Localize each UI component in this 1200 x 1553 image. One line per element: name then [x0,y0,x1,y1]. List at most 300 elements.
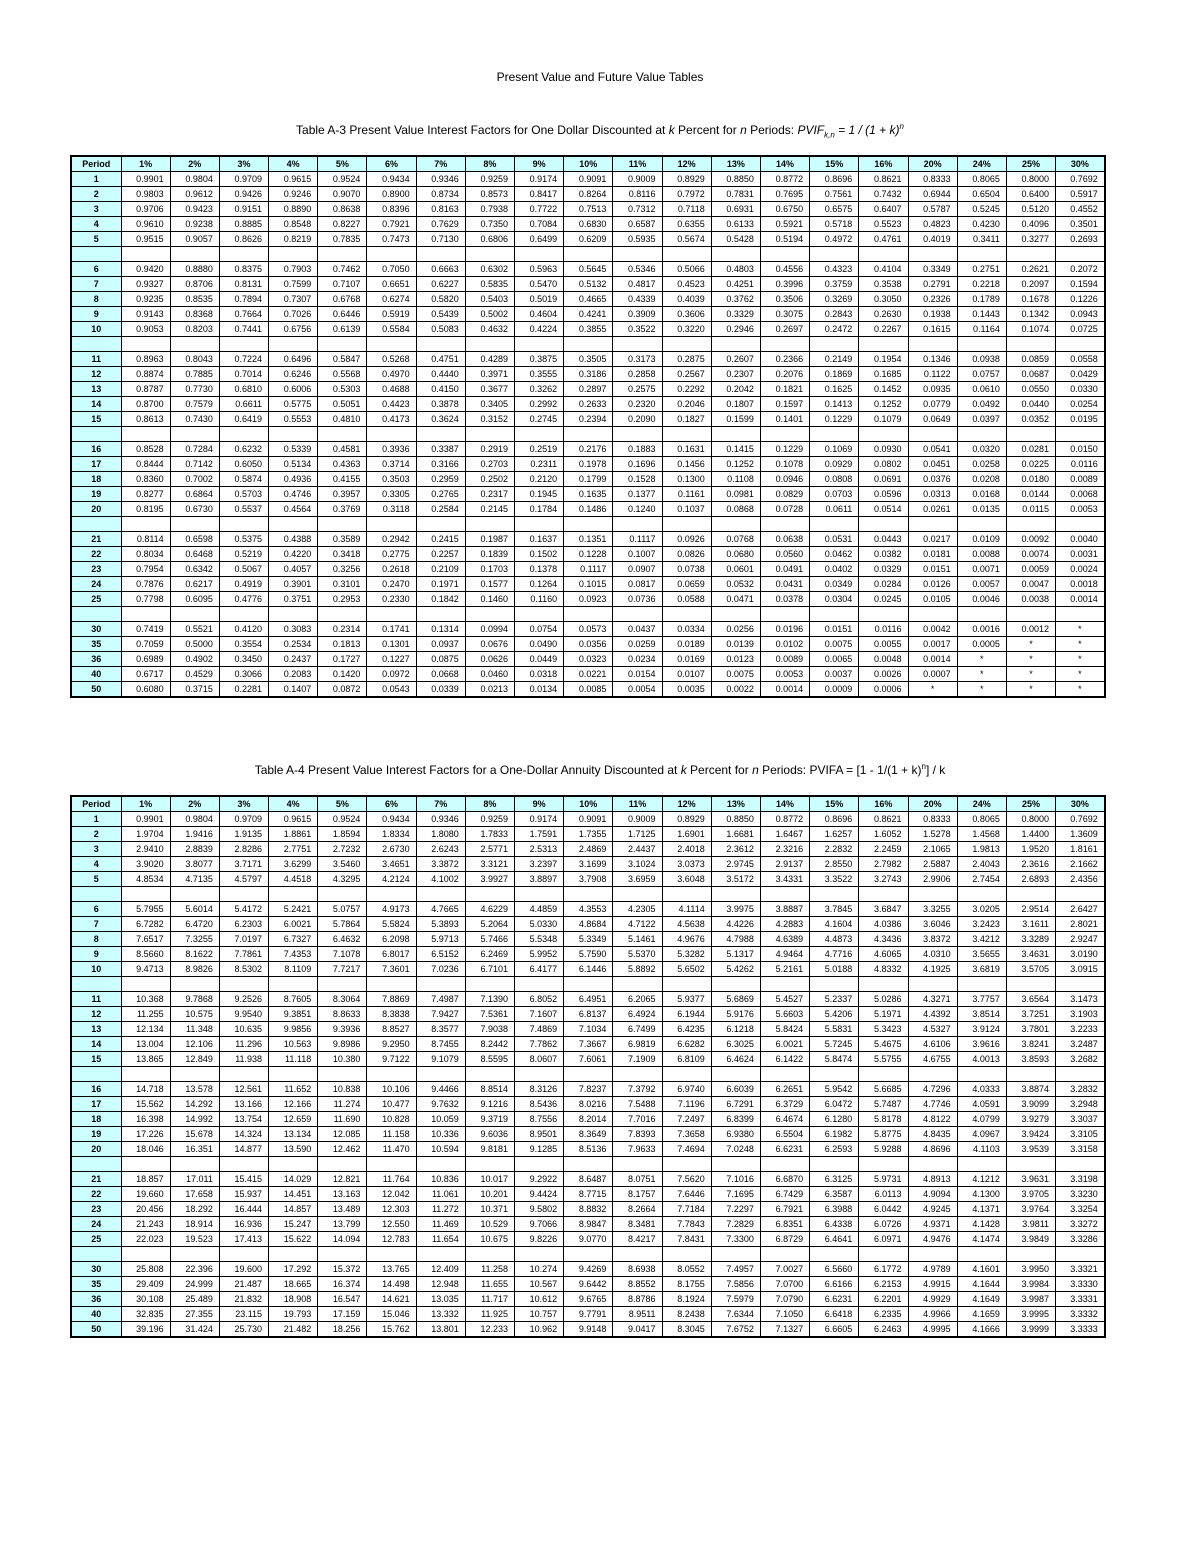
factor-cell: 7.5488 [613,1097,662,1112]
factor-cell: 3.8593 [1006,1052,1055,1067]
factor-cell: * [957,667,1006,682]
factor-cell: 0.2042 [711,382,760,397]
factor-cell: 0.0018 [1056,577,1105,592]
factor-cell: 0.0558 [1056,352,1105,367]
factor-cell: 0.1938 [908,307,957,322]
factor-cell: 3.1473 [1056,992,1105,1007]
factor-cell: 0.2843 [810,307,859,322]
factor-cell: 6.4641 [810,1232,859,1247]
factor-cell: 0.9803 [121,187,170,202]
factor-cell: 8.8832 [564,1202,613,1217]
factor-cell: 3.8887 [760,902,809,917]
page-title: Present Value and Future Value Tables [496,70,704,84]
column-header: 13% [711,796,760,812]
factor-cell: 0.1637 [515,532,564,547]
factor-cell: 0.9423 [170,202,219,217]
column-header: 4% [269,796,318,812]
factor-cell: 7.1695 [711,1187,760,1202]
table-row [71,562,1105,577]
factor-cell: 0.8548 [269,217,318,232]
factor-cell: 0.1945 [515,487,564,502]
factor-cell: 5.5831 [810,1022,859,1037]
factor-cell: 3.3332 [1056,1307,1105,1322]
column-header: 25% [1006,796,1055,812]
column-header: 5% [318,156,367,172]
table-row [71,902,1105,917]
column-header: 2% [170,796,219,812]
factor-cell: 0.0116 [1056,457,1105,472]
factor-cell: 1.3609 [1056,827,1105,842]
factor-cell: 0.9346 [416,172,465,187]
factor-cell: 17.011 [170,1172,219,1187]
factor-cell: 3.9999 [1006,1322,1055,1338]
factor-cell: * [1056,682,1105,698]
factor-cell: 11.938 [219,1052,268,1067]
period-cell: 4 [71,217,121,232]
factor-cell: 0.3762 [711,292,760,307]
factor-cell: 0.2072 [1056,262,1105,277]
factor-cell: 0.3186 [564,367,613,382]
factor-cell: 0.0352 [1006,412,1055,427]
factor-cell: 4.6755 [908,1052,957,1067]
factor-cell: 0.0123 [711,652,760,667]
factor-cell: 17.413 [219,1232,268,1247]
factor-cell: 0.0431 [760,577,809,592]
factor-cell: 0.5775 [269,397,318,412]
factor-cell: 8.3577 [416,1022,465,1037]
period-cell: 13 [71,382,121,397]
factor-cell: 3.6847 [859,902,908,917]
factor-cell: 0.8203 [170,322,219,337]
factor-cell: 5.9731 [859,1172,908,1187]
factor-cell: 1.9813 [957,842,1006,857]
factor-cell: 0.0068 [1056,487,1105,502]
factor-cell: 7.0790 [760,1292,809,1307]
period-cell: 12 [71,1007,121,1022]
factor-cell: 0.9259 [465,172,514,187]
factor-cell: 2.1662 [1056,857,1105,872]
factor-cell: 0.4241 [564,307,613,322]
factor-cell: 0.3554 [219,637,268,652]
factor-cell: 10.635 [219,1022,268,1037]
factor-cell: 4.5638 [662,917,711,932]
factor-cell: 12.134 [121,1022,170,1037]
factor-cell: 7.1034 [564,1022,613,1037]
factor-cell: 6.4624 [711,1052,760,1067]
spacer-row [71,887,1105,902]
factor-cell: 12.233 [465,1322,514,1338]
factor-cell: * [957,652,1006,667]
column-header: 24% [957,156,1006,172]
factor-cell: 0.0736 [613,592,662,607]
factor-cell: 0.6209 [564,232,613,247]
factor-cell: 0.0151 [810,622,859,637]
factor-cell: 4.7135 [170,872,219,887]
factor-cell: 0.0042 [908,622,957,637]
factor-cell: 2.1065 [908,842,957,857]
factor-cell: 14.292 [170,1097,219,1112]
factor-cell: 7.9038 [465,1022,514,1037]
factor-cell: 0.0102 [760,637,809,652]
factor-cell: 1.7125 [613,827,662,842]
factor-cell: 6.4924 [613,1007,662,1022]
factor-cell: 0.0397 [957,412,1006,427]
factor-cell: 0.8000 [1006,812,1055,827]
factor-cell: 0.6611 [219,397,268,412]
table-row [71,442,1105,457]
factor-cell: 1.9520 [1006,842,1055,857]
factor-cell: 5.9713 [416,932,465,947]
factor-cell: 5.6502 [662,962,711,977]
factor-cell: 0.6302 [465,262,514,277]
factor-cell: 5.0757 [318,902,367,917]
factor-cell: 7.6446 [662,1187,711,1202]
factor-cell: 7.8393 [613,1127,662,1142]
factor-cell: 0.4440 [416,367,465,382]
factor-cell: 0.9434 [367,812,416,827]
factor-cell: 0.0808 [810,472,859,487]
table-row [71,652,1105,667]
factor-cell: 0.6095 [170,592,219,607]
factor-cell: 0.7059 [121,637,170,652]
factor-cell: 0.4096 [1006,217,1055,232]
factor-cell: 10.336 [416,1127,465,1142]
factor-cell: 0.9612 [170,187,219,202]
factor-cell: 3.7908 [564,872,613,887]
factor-cell: 7.6061 [564,1052,613,1067]
factor-cell: 0.2218 [957,277,1006,292]
factor-cell: 4.5797 [219,872,268,887]
factor-cell: 0.1252 [859,397,908,412]
factor-cell: 0.6400 [1006,187,1055,202]
column-header: 8% [465,796,514,812]
factor-cell: 8.3481 [613,1217,662,1232]
factor-cell: 0.2693 [1056,232,1105,247]
factor-cell: 11.652 [269,1082,318,1097]
factor-cell: 0.6342 [170,562,219,577]
factor-cell: 0.0638 [760,532,809,547]
factor-cell: 0.8264 [564,187,613,202]
factor-cell: 19.660 [121,1187,170,1202]
factor-cell: 3.2832 [1056,1082,1105,1097]
factor-cell: 6.8729 [760,1232,809,1247]
factor-cell: 3.3254 [1056,1202,1105,1217]
factor-cell: 5.7466 [465,932,514,947]
factor-cell: 22.396 [170,1262,219,1277]
factor-cell: 0.4556 [760,262,809,277]
factor-cell: 16.936 [219,1217,268,1232]
caption-n: n [752,763,759,777]
factor-cell: 0.2584 [416,502,465,517]
factor-cell: 5.5348 [515,932,564,947]
factor-cell: 4.9929 [908,1292,957,1307]
factor-cell: 0.8043 [170,352,219,367]
factor-cell: 18.857 [121,1172,170,1187]
factor-cell: 0.6598 [170,532,219,547]
factor-cell: 0.3769 [318,502,367,517]
table-row [71,992,1105,1007]
factor-cell: 0.1078 [760,457,809,472]
factor-cell: 0.0946 [760,472,809,487]
factor-cell: 4.1103 [957,1142,1006,1157]
factor-cell: 0.6663 [416,262,465,277]
factor-cell: 8.8786 [613,1292,662,1307]
factor-cell: 4.7296 [908,1082,957,1097]
factor-cell: 0.8396 [367,202,416,217]
table-row [71,857,1105,872]
factor-cell: 0.0728 [760,502,809,517]
factor-cell: 0.0065 [810,652,859,667]
factor-cell: 0.8613 [121,412,170,427]
factor-cell: 0.0492 [957,397,1006,412]
factor-cell: 0.0930 [859,442,908,457]
factor-cell: 0.6989 [121,652,170,667]
factor-cell: 0.8874 [121,367,170,382]
column-header: 1% [121,156,170,172]
factor-cell: 6.8351 [760,1217,809,1232]
factor-cell: 0.1229 [760,442,809,457]
factor-cell: 12.659 [269,1112,318,1127]
factor-cell: 0.3262 [515,382,564,397]
factor-cell: 6.1280 [810,1112,859,1127]
table-row [71,532,1105,547]
table-row [71,842,1105,857]
factor-cell: 0.7142 [170,457,219,472]
factor-cell: 7.6517 [121,932,170,947]
factor-cell: 0.7722 [515,202,564,217]
factor-cell: * [1006,652,1055,667]
period-cell: 17 [71,1097,121,1112]
factor-cell: 9.8181 [465,1142,514,1157]
factor-cell: 0.0038 [1006,592,1055,607]
factor-cell: 3.1699 [564,857,613,872]
factor-cell: 3.9539 [1006,1142,1055,1157]
factor-cell: 9.2526 [219,992,268,1007]
factor-cell: 0.3501 [1056,217,1105,232]
factor-cell: 5.9288 [859,1142,908,1157]
factor-cell: 0.1594 [1056,277,1105,292]
factor-cell: 1.4400 [1006,827,1055,842]
column-header: 5% [318,796,367,812]
factor-cell: 0.2257 [416,547,465,562]
factor-cell: 15.415 [219,1172,268,1187]
factor-cell: 0.0320 [957,442,1006,457]
table-row [71,1127,1105,1142]
factor-cell: 7.0248 [711,1142,760,1157]
factor-cell: 16.547 [318,1292,367,1307]
period-cell: 23 [71,1202,121,1217]
factor-cell: 11.118 [269,1052,318,1067]
factor-cell: 0.0046 [957,592,1006,607]
factor-cell: 0.1789 [957,292,1006,307]
factor-cell: 0.0089 [760,652,809,667]
caption-text: Table A-3 Present Value Interest Factors for One Dollar Discounted at [296,123,669,137]
header-row [71,156,1105,172]
factor-cell: 0.0349 [810,577,859,592]
factor-cell: 0.1883 [613,442,662,457]
table-row [71,232,1105,247]
factor-cell: 4.5327 [908,1022,957,1037]
factor-cell: 0.1420 [318,667,367,682]
factor-cell: 6.6231 [760,1142,809,1157]
factor-cell: 11.158 [367,1127,416,1142]
factor-cell: 2.8550 [810,857,859,872]
factor-cell: 1.9416 [170,827,219,842]
factor-cell: 0.2992 [515,397,564,412]
factor-cell: 14.451 [269,1187,318,1202]
period-cell: 16 [71,1082,121,1097]
factor-cell: 9.3851 [269,1007,318,1022]
factor-cell: 0.0626 [465,652,514,667]
factor-cell: 0.0281 [1006,442,1055,457]
factor-cell: 3.7845 [810,902,859,917]
factor-cell: 1.7591 [515,827,564,842]
factor-cell: 0.8573 [465,187,514,202]
factor-cell: 21.243 [121,1217,170,1232]
factor-cell: 7.4957 [711,1262,760,1277]
factor-cell: 2.8286 [219,842,268,857]
factor-cell: 0.5375 [219,532,268,547]
factor-cell: 0.1342 [1006,307,1055,322]
factor-cell: 0.3075 [760,307,809,322]
factor-cell: 3.3330 [1056,1277,1105,1292]
factor-cell: 0.9143 [121,307,170,322]
table-row [71,367,1105,382]
factor-cell: 0.1407 [269,682,318,698]
factor-cell: 4.1212 [957,1172,1006,1187]
period-cell: 15 [71,1052,121,1067]
factor-cell: 0.8621 [859,812,908,827]
factor-cell: 0.7730 [170,382,219,397]
period-cell: 8 [71,932,121,947]
factor-cell: 6.6282 [662,1037,711,1052]
factor-cell: 12.042 [367,1187,416,1202]
factor-cell: 6.9740 [662,1082,711,1097]
factor-cell: 0.9901 [121,172,170,187]
caption-sub: k,n [824,130,835,140]
factor-cell: 7.8431 [662,1232,711,1247]
factor-cell: * [1006,682,1055,698]
period-cell: 11 [71,992,121,1007]
factor-cell: 0.0451 [908,457,957,472]
period-cell: 24 [71,577,121,592]
factor-cell: 0.0859 [1006,352,1055,367]
factor-cell: 3.2743 [859,872,908,887]
column-header: 30% [1056,796,1105,812]
table-row [71,472,1105,487]
factor-cell: 0.7798 [121,592,170,607]
factor-cell: 8.7715 [564,1187,613,1202]
factor-cell: 0.0144 [1006,487,1055,502]
factor-cell: 2.8839 [170,842,219,857]
factor-cell: 0.4388 [269,532,318,547]
factor-cell: 0.5835 [465,277,514,292]
factor-cell: 20.456 [121,1202,170,1217]
factor-cell: 0.2415 [416,532,465,547]
factor-cell: 1.8161 [1056,842,1105,857]
factor-cell: 4.1601 [957,1262,1006,1277]
factor-cell: 13.163 [318,1187,367,1202]
factor-cell: 0.0754 [515,622,564,637]
period-cell: 6 [71,902,121,917]
factor-cell: 0.9804 [170,172,219,187]
factor-cell: 9.4466 [416,1082,465,1097]
factor-cell: 5.6685 [859,1082,908,1097]
factor-cell: 0.7954 [121,562,170,577]
factor-cell: 6.8109 [662,1052,711,1067]
factor-cell: 2.7232 [318,842,367,857]
factor-cell: 18.908 [269,1292,318,1307]
factor-cell: 7.3658 [662,1127,711,1142]
period-cell: 14 [71,397,121,412]
period-cell: 35 [71,1277,121,1292]
factor-cell: 0.0054 [613,682,662,698]
factor-cell: 6.8399 [711,1112,760,1127]
table-row [71,277,1105,292]
factor-cell: 0.2149 [810,352,859,367]
factor-cell: 10.575 [170,1007,219,1022]
factor-cell: 6.2153 [859,1277,908,1292]
factor-cell: 0.6750 [760,202,809,217]
column-header: 14% [760,156,809,172]
factor-cell: 0.9246 [269,187,318,202]
factor-cell: 8.1757 [613,1187,662,1202]
factor-cell: 0.7561 [810,187,859,202]
factor-cell: 9.3936 [318,1022,367,1037]
factor-cell: 8.6938 [613,1262,662,1277]
factor-cell: 0.1625 [810,382,859,397]
factor-cell: 22.023 [121,1232,170,1247]
factor-cell: 6.1422 [760,1052,809,1067]
factor-cell: 0.0462 [810,547,859,562]
factor-cell: 0.0259 [613,637,662,652]
factor-cell: 0.0105 [908,592,957,607]
factor-cell: 2.9906 [908,872,957,887]
factor-cell: 0.5245 [957,202,1006,217]
factor-cell: 8.0751 [613,1172,662,1187]
factor-cell: 0.0868 [711,502,760,517]
table-row [71,397,1105,412]
factor-cell: 6.2593 [810,1142,859,1157]
factor-cell: 4.4226 [711,917,760,932]
caption-text: Percent for [686,763,753,777]
column-header: 3% [219,156,268,172]
factor-cell: 4.9789 [908,1262,957,1277]
factor-cell: 3.4651 [367,857,416,872]
factor-cell: 0.7831 [711,187,760,202]
period-cell: 8 [71,292,121,307]
factor-cell: 0.8885 [219,217,268,232]
factor-cell: 4.3295 [318,872,367,887]
factor-cell: 13.865 [121,1052,170,1067]
factor-cell: 3.3331 [1056,1292,1105,1307]
table-row [71,592,1105,607]
factor-cell: 32.835 [121,1307,170,1322]
factor-cell: 0.6730 [170,502,219,517]
factor-cell: 7.4353 [269,947,318,962]
period-cell: 36 [71,1292,121,1307]
factor-cell: 7.3667 [564,1037,613,1052]
factor-cell: 0.8219 [269,232,318,247]
factor-cell: 0.3349 [908,262,957,277]
factor-cell: 3.6299 [269,857,318,872]
factor-cell: 5.4206 [810,1007,859,1022]
factor-cell: 11.255 [121,1007,170,1022]
factor-cell: 0.0017 [908,637,957,652]
factor-cell: 7.4694 [662,1142,711,1157]
factor-cell: 0.3538 [859,277,908,292]
factor-cell: 0.2519 [515,442,564,457]
